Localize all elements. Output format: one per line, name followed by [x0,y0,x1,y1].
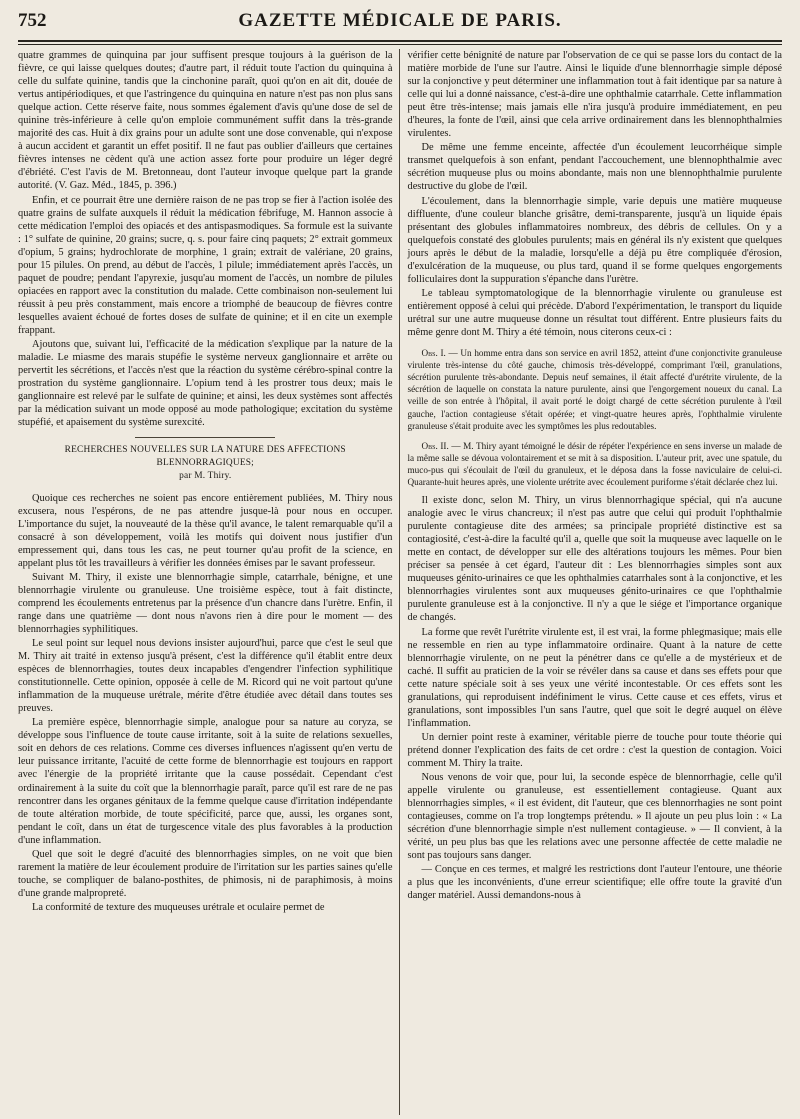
header-rule [18,40,782,42]
header-rule-thin [18,44,782,45]
paragraph: vérifier cette bénignité de nature par l'observation de ce qui se passe lors du contact de la matière morbide de l'une sur l'autre. Ainsi le liquide d'une blennorrhagie simple déposé sur la conjonctive y peut déterminer une inflammation tout à fait identique par sa nature à celle qui lui a donné naissance, c'est-à-dire une ophthalmie catarrhale. Cette inflammation peut être très-intense; mais jamais elle n'ira jusqu'à produire immédiatement, en peu d'heures, la fonte de l'œil, ainsi que cela arrive ordinairement dans les blennophthalmies virulentes. [407,50,782,140]
paragraph: quatre grammes de quinquina par jour suffisent presque toujours à la guérison de la fièvre, ce qui laisse quelques doutes; d'autre part, il réduit toute l'action du quinquina à celle du sulfate quinine, tandis que la cinchonine paraît, quoi qu'on en ait dit, douée de vertus antipériodiques, et que l'astringence du quinquina en nature n'est pas non plus sans quelque action. Cette réserve faite, nous sommes également d'avis qu'une dose de sel de quinine très-inférieure à celle qu'on emploie communément suffit dans la très-grande majorité des cas. Huit à dix grains pour un adulte sont une dose convenable, qui n'expose à aucun accident et garantit un effet positif. Il ne faut pas oublier d'ailleurs que certaines fièvres intenses ne cèdent qu'à une action assez forte pour produire un léger degré d'ébriété. C'est l'avis de M. Bretonneau, dont l'auteur invoque quelque part la grande autorité. (V. Gaz. Méd., 1845, p. 396.) [18,50,393,192]
paragraph: Quoique ces recherches ne soient pas encore entièrement publiées, M. Thiry nous excusera, nous l'espérons, de ne pas attendre jusque-là pour nous en occuper. L'importance du sujet, la nouveauté de la thèse qu'il avance, le talent remarquable qu'il a consacré à son développement, voilà les motifs qui doivent nous justifier d'un empressement qui, dans tous les cas, ne peut tourner qu'au profit de la science, en appelant plus tôt les travailleurs à vérifier les données émises par le savant professeur. [18,492,393,569]
paragraph: La conformité de texture des muqueuses urétrale et oculaire permet de [32,901,325,913]
observation-label: Obs. II. [421,440,449,451]
right-column [399,49,783,1115]
observation-2 [408,440,783,488]
article-byline: par M. Thiry. [179,471,232,482]
paragraph: Le seul point sur lequel nous devions insister aujourd'hui, parce que c'est le seul que M. Thiry ait traité in extenso jusqu'à présent, c'est la différence qu'il établit entre deux espèces de blennorrhagies, toutes deux incapables d'engendrer l'infection syphilitique constitutionnelle. Cette opinion, opposée à celle de M. Ricord qui ne voit partout qu'une inflammation de la muqueuse urétrale, mérite d'être étudiée avec détail dans toutes ses preuves. [18,638,393,715]
article-heading [18,437,393,483]
paragraph: L'écoulement, dans la blennorrhagie simple, varie depuis une matière muqueuse diffluente, d'une couleur blanche grisâtre, demi-transparente, jusqu'à un liquide épais présentant des globules inflammatoires nombreux, des débris de cellules. On y a quelquefois constaté des globules purulents; mais en général ils n'y existent que quelques jours après le début de la maladie, lorsqu'elle a déjà pu être compliquée d'érosion, d'exulcération de la muqueuse, ou plus tard, quand il se forme quelques engorgements folliculaires dont la suppuration s'épanche dans l'urètre. [407,195,782,285]
paragraph: La forme que revêt l'urétrite virulente est, il est vrai, la forme phlegmasique; mais elle ne ressemble en rien au type inflammatoire ordinaire. Quant à la nature de cette blennorrhagie virulente, on ne peut la pénétrer dans ce qu'elle a de mystérieux et de caché. Il suffit au praticien de la voir se révéler dans sa cause et dans ses effets pour que cette nature spéciale soit à ses yeux une vérité incontestable. Or ces effets sont les granulations, qui reproduisent indéfiniment le virus. Cette cause et ces effets, virus et granulations, sont impossibles l'un sans l'autre, quel que soit le degré auquel on élève l'inflammation. [407,626,782,729]
page-header [18,10,782,34]
left-column [18,49,399,1115]
paragraph: De même une femme enceinte, affectée d'un écoulement leucorrhéique simple transmet quelquefois à son enfant, pendant l'accouchement, une blennophthalmie avec sécrétion muqueuse plus ou moins abondante, mais non une blennophthalmie purulente destructive du globe de l'œil. [407,142,782,193]
paragraph: Il existe donc, selon M. Thiry, un virus blennorrhagique spécial, qui n'a aucune analogie avec le virus chancreux; il n'est pas autre que celui qui produit l'ophthalmie purulente contagieuse dite des armées; sa principale propriété distinctive est sa contagiosité, c'est-à-dire la faculté qu'il a, quelle que soit la muqueuse avec laquelle on le mette en contact, de développer sur elle des altérations toujours les mêmes. Pour bien préciser sa pensée à cet égard, l'auteur dit : Les blennorrhagies simples sont aux muqueuses génito-urinaires ce que les ophthalmies catarrhales sont à la conjonctive, et les blennorrhagies virulentes sont aux muqueuses génito-urinaires ce que l'ophthalmie purulente granuleuse est à la conjonctive. Il n'y a que le siége et l'importance organique de changés. [407,495,782,624]
journal-title: GAZETTE MÉDICALE DE PARIS. [238,10,562,31]
observation-label: Obs. I. [421,348,446,359]
paragraph: Quel que soit le degré d'acuité des blennorrhagies simples, on ne voit que bien rarement la matière de leur écoulement produire de l'irritation sur les parties saines qu'elle touche, se compliquer de balano-posthites, de phimosis, ni de paraphimosis, à moins d'une grande malpropreté. [18,848,393,899]
paragraph: — Conçue en ces termes, et malgré les restrictions dont l'auteur l'entoure, une théorie a plus que les inconvénients, d'une erreur scientifique; elle offre toute la gravité d'un danger matériel. Aussi demandons-nous à [407,864,782,902]
paragraph: Le tableau symptomatologique de la blennorrhagie virulente ou granuleuse est entièrement opposé à celui qui précède. D'abord l'expérimentation, le transport du liquide urétral sur une autre muqueuse donne un résultat tout différent. Entre plusieurs faits du même genre dont M. Thiry a été témoin, nous citerons ceux-ci : [407,287,782,338]
paragraph: La première espèce, blennorrhagie simple, analogue pour sa nature au coryza, se développe sous l'influence de toute cause irritante, soit à la suite de relations sexuelles, soit en dehors de ces relations. Comme ces diverses influences n'agissent qu'en vertu de leur puissance irritante, l'acuité de cette forme de blennorrhagie est toujours en rapport avec l'énergie de la propriété irritante que la cause possédait. Cependant c'est ordinairement à la suite du coït que la blennorrhagie paraît, parce qu'il est rare de ne pas rencontrer dans les organes génitaux de la femme quelque cause d'irritation indépendante de toute altération morbide, de toute spécificité, parce que, aussi, les organes sont, pendant le coït, dans un état de turgescence vitale des plus favorables à la production d'une inflammation. [18,717,393,846]
paragraph: Ajoutons que, suivant lui, l'efficacité de la médication s'explique par la nature de la maladie. Le miasme des marais stupéfie le système nerveux ganglionnaire et arrête ou pervertit les sécrétions, et l'accès n'est que la réaction du système cérébro-spinal contre la prostration du système ganglionnaire. L'opium tend à les prostrer tous deux; mais le ganglionnaire est relevé par le sulfate de quinine; et ainsi, les deux systèmes sont affectés par la médication suivant un mode opposé au mode pathologique; excitation du système stupéfié, et apaisement du système surexcité. [18,339,393,429]
article-title: RECHERCHES NOUVELLES SUR LA NATURE DES AFFECTIONS BLENNORRAGIQUES; [64,445,346,469]
paragraph: Nous venons de voir que, pour lui, la seconde espèce de blennorrhagie, celle qu'il appelle virulente ou granuleuse, est essentiellement contagieuse. Quant aux blennorrhagies simples, « il est évident, dit l'auteur, que ces blennorrhagies ne sont point contagieuses, comme on l'a trop longtemps prétendu. » Il ajoute un peu plus loin : « La sécrétion d'une blennorrhagie simple n'est nullement contagieuse. » — Il convient, à la vérité, un peu plus bas que les relations avec une personne affectée de cette maladie ne sont pas toujours sans danger. [407,772,782,862]
observation-text: — M. Thiry ayant témoigné le désir de répéter l'expérience en sens inverse un malade de la même salle se dévoua volontairement et se mit à sa disposition. L'auteur prit, avec une spatule, du muco-pus qui s'écoulait de l'œil du granuleux, et le déposa dans la fosse naviculaire de celui-ci. Quarante-huit heures après, une violente urétrite avec écoulement puriforme s'était déclarée chez lui. [407,440,782,487]
paragraph: Un dernier point reste à examiner, véritable pierre de touche pour toute théorie qui prétend donner l'explication des faits de cet ordre : c'est la question de contagion. Voici comment M. Thiry la traite. [407,731,782,769]
two-column-body [18,49,782,1115]
paragraph: Suivant M. Thiry, il existe une blennorrhagie simple, catarrhale, bénigne, et une blennorrhagie virulente ou granuleuse. Une troisième espèce, tout à fait distincte, comprend les écoulements entretenus par la présence d'un chancre dans l'urètre. Enfin, il range dans une quatrième — dont nous n'avons rien à dire pour le moment — des blennorrhagies syphilitiques. [18,571,393,635]
observation-text: — Un homme entra dans son service en avril 1852, atteint d'une conjonctivite granuleuse virulente très-intense du côté gauche, chimosis très-développé, comprimant l'œil, granulations, sécrétion purulente très-abondante. Depuis neuf semaines, il était affecté d'urétrite virulente, de la sécrétion de laquelle on constata la nature purulente, ainsi que l'engorgement noueux du canal. La veille de son entrée à l'hôpital, il avait porté le doigt chargé de cette sécrétion purulente à l'œil gauche, l'action contagieuse s'était opérée; et vingt-quatre heures après, l'ophthalmie virulente granuleuse s'était produite avec les symptômes les plus redoutables. [407,348,782,431]
observation-1 [408,347,783,432]
paragraph: Enfin, et ce pourrait être une dernière raison de ne pas trop se fier à l'action isolée des quatre grains de sulfate auxquels il réduit la médication fébrifuge, M. Hannon associe à cette médication l'emploi des opiacés et des antispasmodiques. Sa formule est la suivante : 1° sulfate de quinine, 20 grains; sucre, q. s. pour faire cinq paquets; 2° extrait gommeux d'opium, 5 grains; hydrochlorate de morphine, 1 grain; extrait de valériane, 20 grains, pour 15 pilules. On prend, au début de l'accès, 1 pilule; immédiatement après l'accès, un paquet de poudre; pendant l'apyrexie, jusqu'au moment de l'accès, un nombre de pilules opiacées en rapport avec la constitution du malade. Cette combinaison non-seulement lui réussit à peu près constamment, mais encore a triomphé de beaucoup de fièvres contre lesquelles avaient échoué de fortes doses de sulfate de quinine; et il en cite un exemple frappant. [18,194,393,336]
page-number: 752 [18,10,47,31]
section-separator [135,437,275,438]
